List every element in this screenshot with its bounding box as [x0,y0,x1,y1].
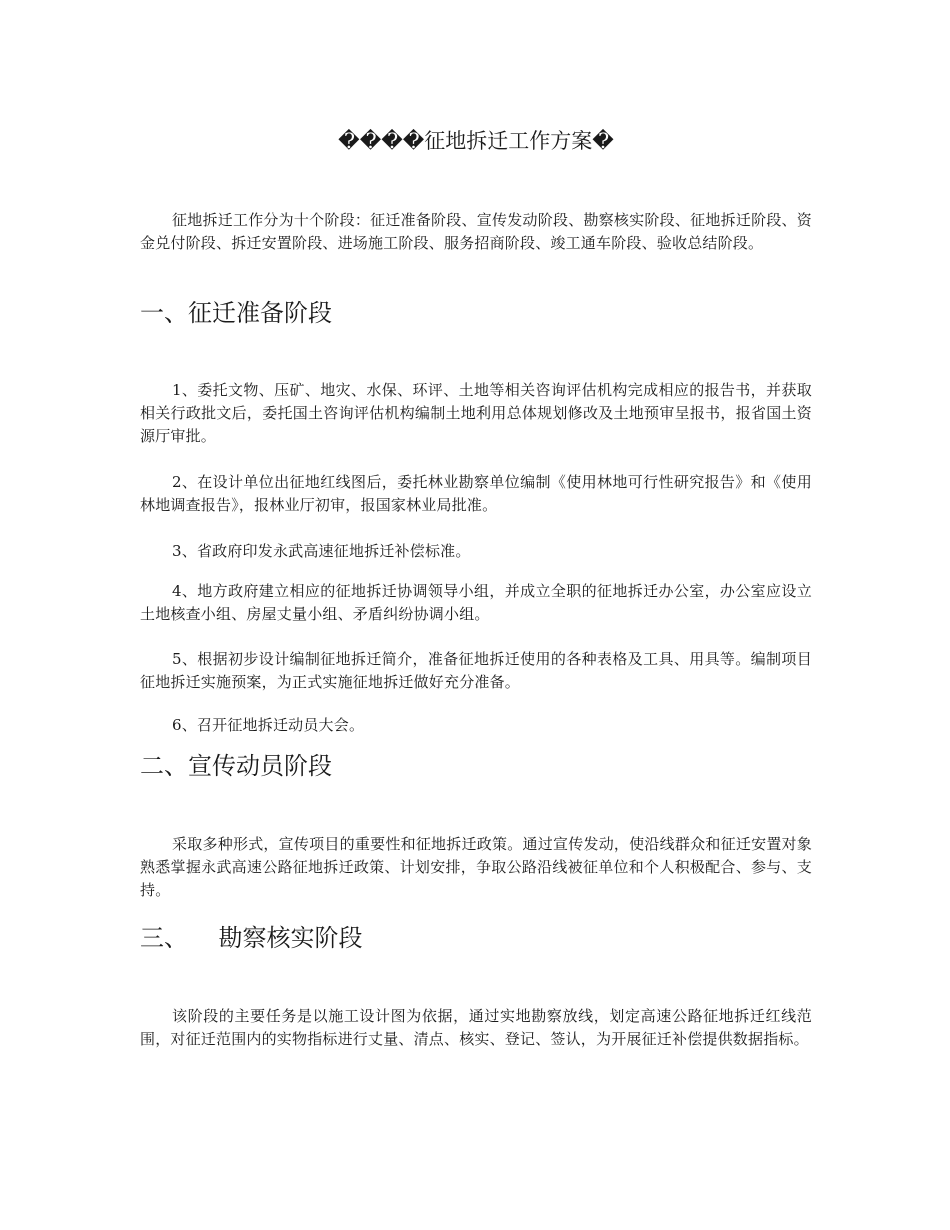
section-2-paragraph-1: 采取多种形式，宣传项目的重要性和征地拆迁政策。通过宣传发动，使沿线群众和征迁安置对象熟悉掌握永武高速公路征地拆迁政策、计划安排，争取公路沿线被征单位和个人积极配合、参与、支持。 [140,835,812,899]
section-1-paragraph-3: 3、省政府印发永武高速征地拆迁补偿标准。 [172,542,471,560]
section-1-paragraph-2: 2、在设计单位出征地红线图后，委托林业勘察单位编制《使用林地可行性研究报告》和《使用林地调查报告》，报林业厅初审，报国家林业局批准。 [140,473,812,514]
section-1-paragraph-4: 4、地方政府建立相应的征地拆迁协调领导小组，并成立全职的征地拆迁办公室，办公室应设立土地核查小组、房屋丈量小组、矛盾纠纷协调小组。 [140,582,812,623]
section-1-heading: 一、征迁准备阶段 [140,299,332,327]
section-3-paragraph-1: 该阶段的主要任务是以施工设计图为依据，通过实地勘察放线，划定高速公路征地拆迁红线范围，对征迁范围内的实物指标进行丈量、清点、核实、登记、签认，为开展征迁补偿提供数据指标。 [140,1007,812,1048]
document-title: ����征地拆迁工作方案� [338,129,614,153]
section-1-paragraph-1: 1、委托文物、压矿、地灾、水保、环评、土地等相关咨询评估机构完成相应的报告书，并获取相关行政批文后，委托国土咨询评估机构编制土地利用总体规划修改及土地预审呈报书，报省国土资源厅审批。 [140,381,812,445]
section-3-heading: 三、 勘察核实阶段 [140,924,363,952]
intro-paragraph: 征地拆迁工作分为十个阶段：征迁准备阶段、宣传发动阶段、勘察核实阶段、征地拆迁阶段、资金兑付阶段、拆迁安置阶段、进场施工阶段、服务招商阶段、竣工通车阶段、验收总结阶段。 [140,211,812,252]
section-1-paragraph-5: 5、根据初步设计编制征地拆迁简介，准备征地拆迁使用的各种表格及工具、用具等。编制项目征地拆迁实施预案，为正式实施征地拆迁做好充分准备。 [140,650,812,691]
section-1-paragraph-6: 6、召开征地拆迁动员大会。 [172,716,365,734]
document-page [140,0,812,1230]
section-2-heading: 二、宣传动员阶段 [140,752,332,780]
